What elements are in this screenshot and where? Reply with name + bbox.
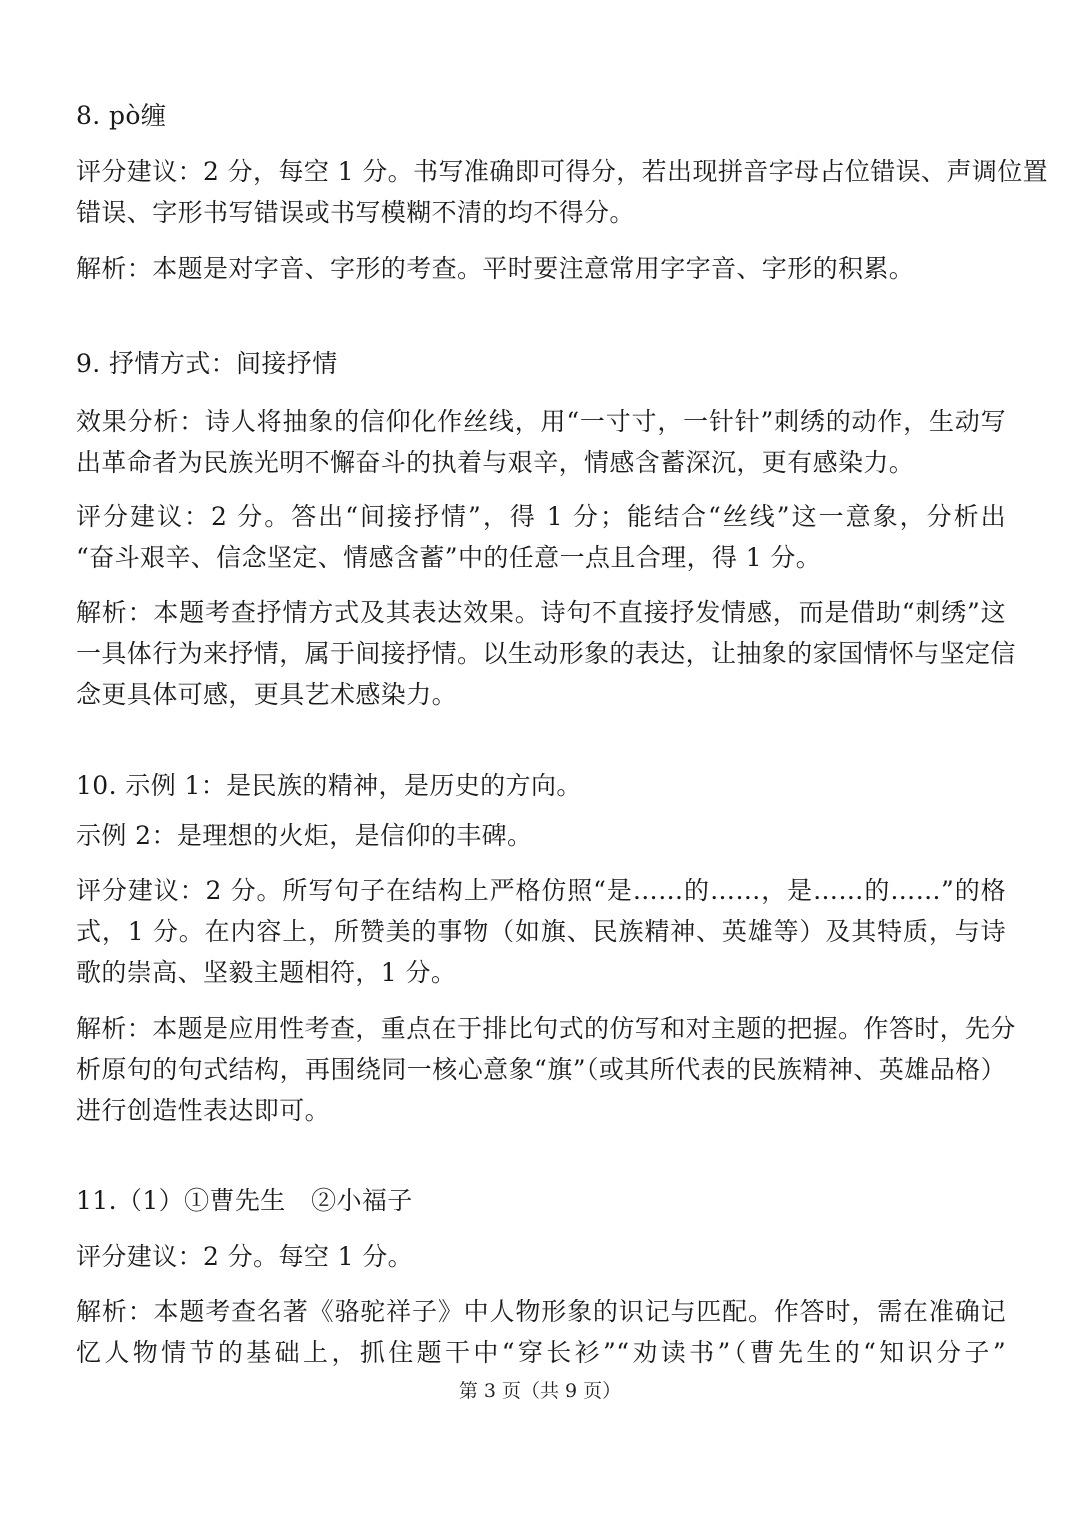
- q8-scoring-line-1: 评分建议：2 分，每空 1 分。书写准确即可得分，若出现拼音字母占位错误、声调位置: [76, 157, 1049, 186]
- q9-analysis-line-2: 一具体行为来抒情，属于间接抒情。以生动形象的表达，让抽象的家国情怀与坚定信: [76, 639, 1016, 668]
- q9-effect-line-1: 效果分析：诗人将抽象的信仰化作丝线，用“一寸寸，一针针”刺绣的动作，生动写: [76, 407, 1006, 436]
- q11-analysis-line-1: 解析：本题考查名著《骆驼祥子》中人物形象的识记与匹配。作答时，需在准确记: [76, 1297, 1006, 1326]
- page-footer: 第 3 页（共 9 页）: [458, 1380, 622, 1402]
- q11-scoring: 评分建议：2 分。每空 1 分。: [76, 1242, 414, 1271]
- q10-analysis-line-1: 解析：本题是应用性考查，重点在于排比句式的仿写和对主题的把握。作答时，先分: [76, 1014, 1016, 1043]
- q9-effect-line-2: 出革命者为民族光明不懈奋斗的执着与艰辛，情感含蓄深沉，更有感染力。: [76, 448, 915, 477]
- q10-scoring-line-3: 歌的崇高、坚毅主题相符，1 分。: [76, 958, 457, 987]
- q9-scoring-line-1: 评分建议：2 分。答出“间接抒情”，得 1 分；能结合“丝线”这一意象，分析出: [76, 502, 1006, 531]
- q9-answer: 9. 抒情方式：间接抒情: [76, 349, 338, 378]
- q9-scoring-line-2: “奋斗艰辛、信念坚定、情感含蓄”中的任意一点且合理，得 1 分。: [76, 543, 822, 572]
- q10-analysis-line-2: 析原句的句式结构，再围绕同一核心意象“旗”（或其所代表的民族精神、英雄品格）: [76, 1055, 1006, 1084]
- q8-scoring-line-2: 错误、字形书写错误或书写模糊不清的均不得分。: [76, 198, 635, 227]
- q10-scoring-line-2: 式，1 分。在内容上，所赞美的事物（如旗、民族精神、英雄等）及其特质，与诗: [76, 917, 1006, 946]
- q11-answer: 11.（1）①曹先生 ②小福子: [76, 1186, 413, 1215]
- q8-analysis: 解析：本题是对字音、字形的考查。平时要注意常用字字音、字形的积累。: [76, 254, 915, 283]
- q8-answer: 8. pò缠: [76, 101, 167, 130]
- q9-analysis-line-1: 解析：本题考查抒情方式及其表达效果。诗句不直接抒发情感，而是借助“刺绣”这: [76, 598, 1006, 627]
- q10-example-2: 示例 2：是理想的火炬，是信仰的丰碑。: [76, 821, 533, 850]
- q10-analysis-line-3: 进行创造性表达即可。: [76, 1096, 331, 1125]
- q10-example-1: 10. 示例 1：是民族的精神，是历史的方向。: [76, 771, 582, 800]
- q11-analysis-line-2: 忆人物情节的基础上，抓住题干中“穿长衫”“劝读书”（曹先生的“知识分子”: [76, 1338, 1006, 1367]
- q10-scoring-line-1: 评分建议：2 分。所写句子在结构上严格仿照“是……的……，是……的……”的格: [76, 876, 1006, 905]
- q9-analysis-line-3: 念更具体可感，更具艺术感染力。: [76, 680, 458, 709]
